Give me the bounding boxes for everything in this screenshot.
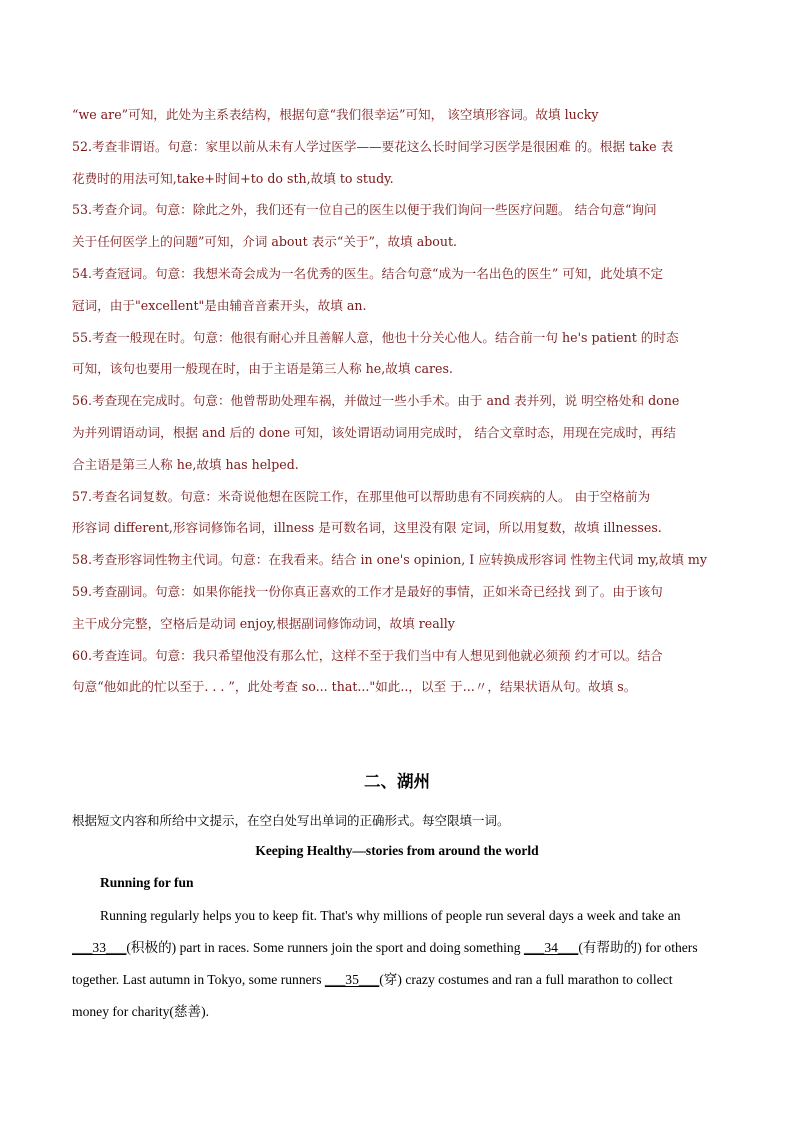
passage-text: together. Last autumn in Tokyo, some runners <box>72 972 325 987</box>
answer-line: 55.考查一般现在时。句意：他很有耐心并且善解人意，他也十分关心他人。结合前一句 he's patient 的时态 <box>72 329 679 345</box>
answer-line: 句意“他如此的忙以至于. . . ”，此处考查 so... that..."如此..，以至 于...〃，结果状语从句。故填 s。 <box>72 679 637 695</box>
answer-line: 形容词 different,形容词修饰名词，illness 是可数名词，这里没有限 定词，所以用复数，故填 illnesses. <box>72 520 662 536</box>
answer-line: 合主语是第三人称 he,故填 has helped. <box>72 456 299 472</box>
passage-subtitle: Running for fun <box>100 875 194 890</box>
blank-35: ___35___ <box>324 972 380 987</box>
answer-line: 54.考查冠词。句意：我想米奇会成为一名优秀的医生。结合句意“成为一名出色的医生” 可知，此处填不定 <box>72 265 664 281</box>
passage-text: part in races. Some runners join the sport and doing something <box>176 940 524 955</box>
answer-line: 关于任何医学上的问题”可知，介词 about 表示“关于”，故填 about. <box>72 234 458 250</box>
hint-text: (穿) <box>379 972 402 987</box>
answer-line: 59.考查副词。句意：如果你能找一份你真正喜欢的工作才是最好的事情，正如米奇已经找 到了。由于该句 <box>72 583 663 599</box>
instruction-text: 根据短文内容和所给中文提示，在空白处写出单词的正确形式。每空限填一词。 <box>72 813 510 828</box>
passage-line: Running regularly helps you to keep fit. That's why millions of people run several days a week and take an <box>100 908 681 923</box>
passage-text: for others <box>641 940 698 955</box>
answer-line: 53.考查介词。句意：除此之外，我们还有一位自己的医生以便于我们询问一些医疗问题。 结合句意“询问 <box>72 202 657 218</box>
answer-line: 58.考查形容词性物主代词。句意：在我看来。结合 in one's opinion, I 应转换成形容词 性物主代词 my,故填 my <box>72 552 707 568</box>
passage-text: crazy costumes and ran a full marathon to collect <box>401 972 673 987</box>
passage-body <box>72 900 732 1028</box>
passage-line: money for charity(慈善). <box>72 1004 210 1019</box>
hint-text: (有帮助的) <box>578 940 642 955</box>
blank-33: ___33___ <box>72 940 127 955</box>
passage-line <box>72 964 732 996</box>
answer-line: 主干成分完整，空格后是动词 enjoy,根据副词修饰动词，故填 really <box>72 615 455 631</box>
answer-line: “we are”可知，此处为主系表结构，根据句意“我们很幸运”可知， 该空填形容词。故填 lucky <box>72 107 599 122</box>
answer-line: 为并列谓语动词，根据 and 后的 done 可知，该处谓语动词用完成时， 结合文章时态，用现在完成时，再结 <box>72 424 676 440</box>
blank-34: ___34___ <box>523 940 579 955</box>
answer-line: 冠词，由于"excellent"是由辅音音素开头，故填 an. <box>72 297 367 313</box>
answer-line: 56.考查现在完成时。句意：他曾帮助处理车祸，并做过一些小手术。由于 and 表并列，说 明空格处和 done <box>72 393 680 409</box>
answer-line: 57.考查名词复数。句意：米奇说他想在医院工作，在那里他可以帮助患有不同疾病的人。 由于空格前为 <box>72 488 651 504</box>
answer-explanations <box>72 99 728 703</box>
hint-text: (积极的) <box>126 940 177 955</box>
passage-title: Keeping Healthy—stories from around the world <box>255 843 539 858</box>
passage-line <box>72 932 732 964</box>
section-title: 二、湖州 <box>364 772 430 791</box>
answer-line: 60.考查连词。句意：我只希望他没有那么忙，这样不至于我们当中有人想见到他就必须预 约才可以。结合 <box>72 647 663 663</box>
answer-line: 52.考查非谓语。句意：家里以前从未有人学过医学——要花这么长时间学习医学是很困难 的。根据 take 表 <box>72 138 674 154</box>
answer-line: 花费时的用法可知,take+时间+to do sth,故填 to study. <box>72 170 394 186</box>
answer-line: 可知，该句也要用一般现在时，由于主语是第三人称 he,故填 cares. <box>72 361 453 377</box>
